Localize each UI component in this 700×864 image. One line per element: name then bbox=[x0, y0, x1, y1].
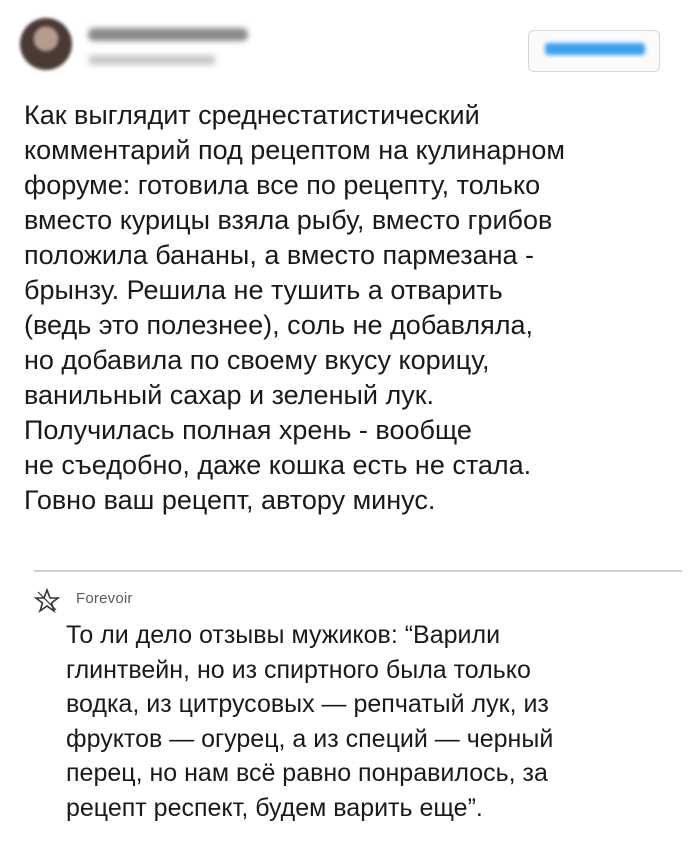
follow-button-label-blurred bbox=[545, 43, 645, 55]
post-line: Получилась полная хрень - вообще bbox=[24, 415, 472, 445]
comment-line: рецепт респект, будем варить еще”. bbox=[66, 793, 483, 822]
post-line: брынзу. Решила не тушить а отварить bbox=[24, 275, 503, 305]
avatar[interactable] bbox=[20, 18, 72, 70]
comment-line: фруктов — огурец, а из специй — черный bbox=[66, 724, 554, 753]
author-handle-blurred[interactable] bbox=[88, 55, 216, 65]
divider bbox=[34, 570, 682, 572]
post-line: вместо курицы взяла рыбу, вместо грибов bbox=[24, 205, 553, 235]
comment-line: перец, но нам всё равно понравилось, за bbox=[66, 759, 548, 787]
post-line: ванильный сахар и зеленый лук. bbox=[24, 380, 435, 410]
post-line: (ведь это полезнее), соль не добавляла, bbox=[24, 310, 534, 340]
post-line: форуме: готовила все по рецепту, только bbox=[24, 170, 541, 200]
post-line: Говно ваш рецепт, автору минус. bbox=[24, 485, 436, 515]
comment-text bbox=[66, 618, 686, 825]
post-text bbox=[24, 98, 684, 518]
comment-line: водка, из цитрусовых — репчатый лук, из bbox=[66, 690, 549, 718]
pentagram-icon bbox=[34, 588, 60, 614]
post-line: не съедобно, даже кошка есть не стала. bbox=[24, 450, 532, 480]
comment-line: глинтвейн, но из спиртного была только bbox=[66, 655, 531, 684]
post-line: но добавила по своему вкусу корицу, bbox=[24, 345, 490, 375]
author-name-blurred[interactable] bbox=[88, 28, 248, 41]
post-line: положила бананы, а вместо пармезана - bbox=[24, 240, 535, 270]
post-line: Как выглядит среднестатистический bbox=[24, 100, 480, 130]
comment-line: То ли дело отзывы мужиков: “Варили bbox=[66, 621, 501, 649]
follow-button[interactable] bbox=[528, 30, 660, 72]
post-line: комментарий под рецептом на кулинарном bbox=[24, 135, 565, 165]
commenter-name[interactable]: Forevoir bbox=[76, 590, 133, 607]
